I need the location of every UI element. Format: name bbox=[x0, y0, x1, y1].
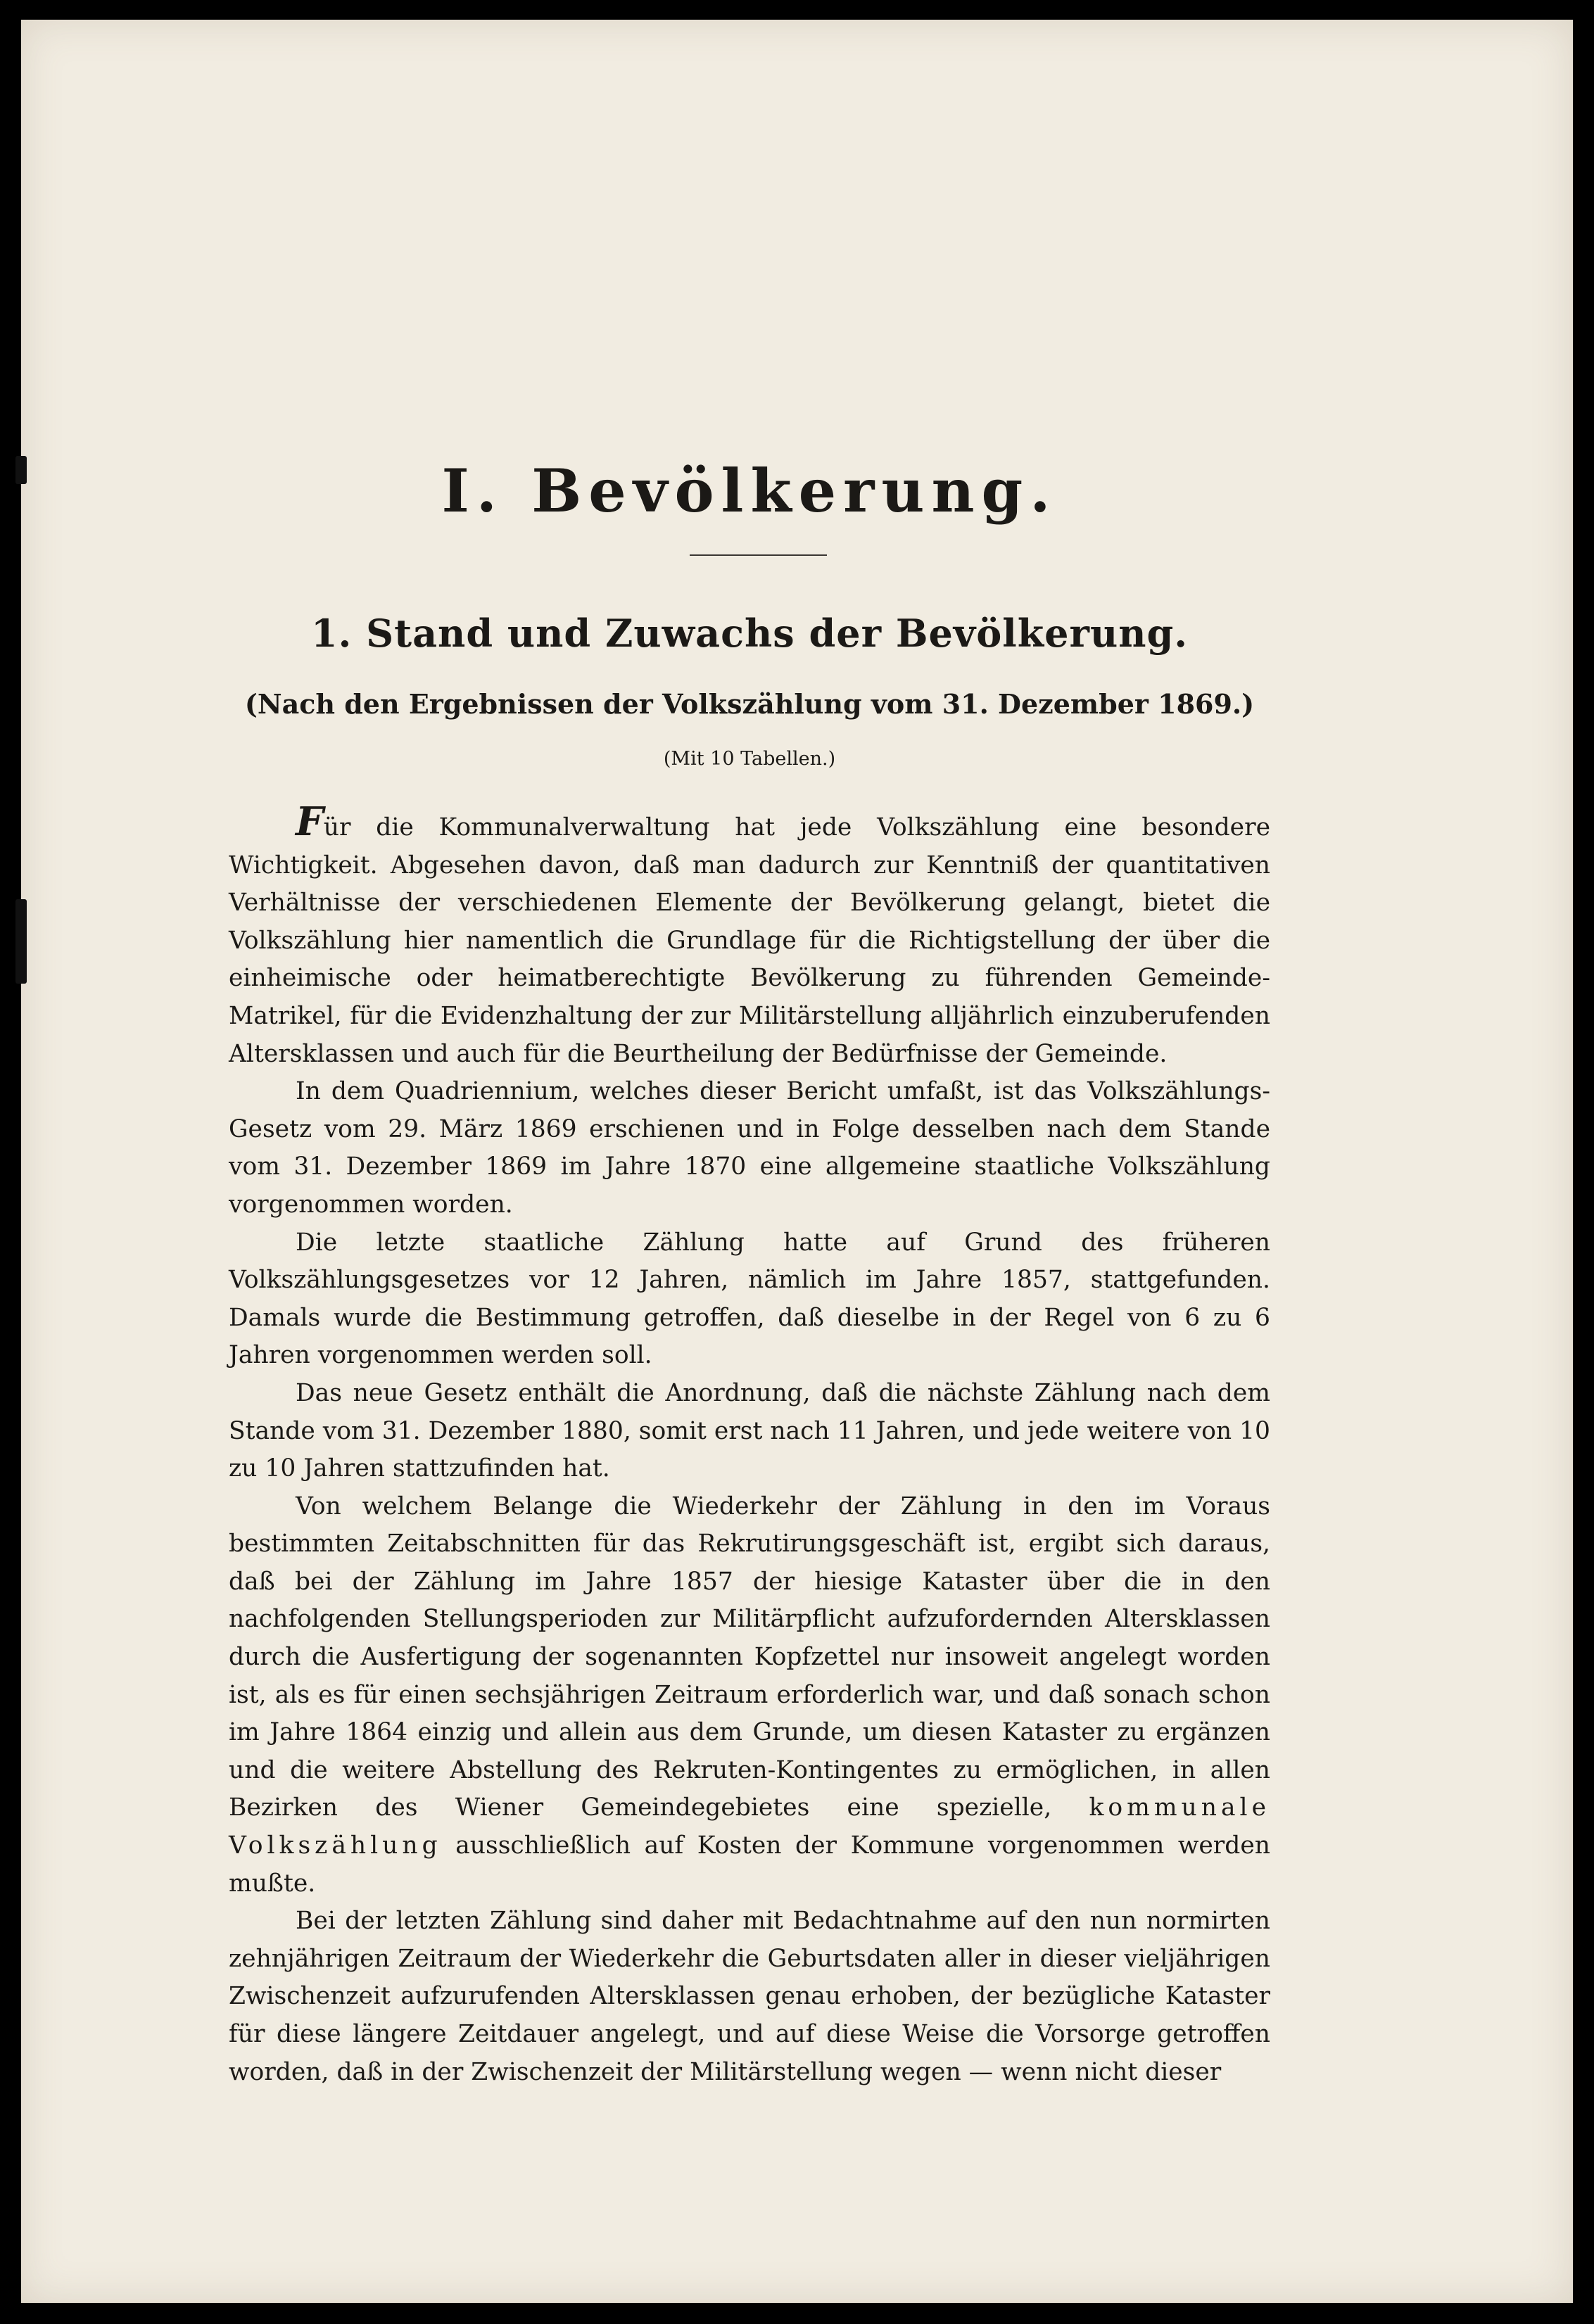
binding-mark bbox=[15, 899, 27, 984]
tables-note: (Mit 10 Tabellen.) bbox=[663, 748, 836, 770]
paragraph-4: Das neue Gesetz enthält die Anordnung, daß die nächste Zählung nach dem Stande vom 31. Dezember 1880, somit erst nach 11 Jahren, und jede weitere von 10 zu 10 Jahren stattzufinden hat. bbox=[229, 1378, 1270, 1483]
document-page bbox=[21, 20, 1573, 2303]
body-text bbox=[229, 799, 1271, 2091]
section-subtitle: (Nach den Ergebnissen der Volkszählung vom 31. Dezember 1869.) bbox=[244, 688, 1255, 720]
drop-cap: F bbox=[296, 799, 324, 845]
paragraph-1 bbox=[229, 799, 1270, 1073]
paragraph-5-text: Von welchem Belange die Wiederkehr der Zählung in den im Voraus bestimmten Zeitabschnitten für das Rekrutirungsgeschäft ist, ergibt sich daraus, daß bei der Zählung im Jahre 1857 der hiesige Kataster über die in den nachfolgenden Stellungsperioden zur Militärpflicht aufzufordernden Altersklassen durch die Ausfertigung der sogenannten Kopfzettel nur insoweit angelegt worden ist, als es für einen sechsjährigen Zeitraum erforderlich war, und daß sonach schon im Jahre 1864 einzig und allein aus dem Grunde, um diesen Kataster zu ergänzen und die weitere Abstellung des Rekruten-Kontingentes zu ermöglichen, in allen Bezirken des Wiener Gemeindegebietes eine spezielle, bbox=[229, 1492, 1270, 1822]
paragraph-5 bbox=[229, 1488, 1270, 1903]
section-title: 1. Stand und Zuwachs der Bevölkerung. bbox=[310, 611, 1189, 656]
paragraph-2: In dem Quadriennium, welches dieser Bericht umfaßt, ist das Volkszählungs-Gesetz vom 29. März 1869 erschienen und in Folge desselben nach dem Stande vom 31. Dezember 1869 im Jahre 1870 eine allgemeine staatliche Volkszählung vorgenommen worden. bbox=[229, 1077, 1270, 1219]
title-divider bbox=[690, 554, 827, 556]
paragraph-6: Bei der letzten Zählung sind daher mit Bedachtnahme auf den nun normirten zehnjährigen Zeitraum der Wiederkehr die Geburtsdaten aller in dieser vieljährigen Zwischenzeit aufzurufenden Altersklassen genau erhoben, der bezügliche Kataster für diese längere Zeitdauer angelegt, und auf diese Weise die Vorsorge getroffen worden, daß in der Zwischenzeit der Militärstellung wegen — wenn nicht dieser bbox=[229, 1907, 1270, 2086]
chapter-title: I. Bevölkerung. bbox=[441, 456, 1058, 526]
paragraph-1-text: ür die Kommunalverwaltung hat jede Volkszählung eine besondere Wichtigkeit. Abgesehen davon, daß man dadurch zur Kenntniß der quantitativen Verhältnisse der verschiedenen Elemente der Bevölkerung gelangt, bietet die Volkszählung hier namentlich die Grundlage für die Richtigstellung der über die einheimische oder heimatberechtigte Bevölkerung zu führenden Gemeinde-Matrikel, für die Evidenzhaltung der zur Militärstellung alljährlich einzuberufenden Altersklassen und auch für die Beurtheilung der Bedürfnisse der Gemeinde. bbox=[229, 813, 1270, 1068]
emphasized-text: kommunale Volkszählung bbox=[229, 1793, 1271, 1860]
binding-mark bbox=[15, 456, 27, 484]
paragraph-5-text-end: ausschließlich auf Kosten der Kommune vorgenommen werden mußte. bbox=[229, 1831, 1270, 1898]
paragraph-3: Die letzte staatliche Zählung hatte auf Grund des früheren Volkszählungsgesetzes vor 12 Jahren, nämlich im Jahre 1857, stattgefunden. Damals wurde die Bestimmung getroffen, daß dieselbe in der Regel von 6 zu 6 Jahren vorgenommen werden soll. bbox=[229, 1228, 1270, 1370]
